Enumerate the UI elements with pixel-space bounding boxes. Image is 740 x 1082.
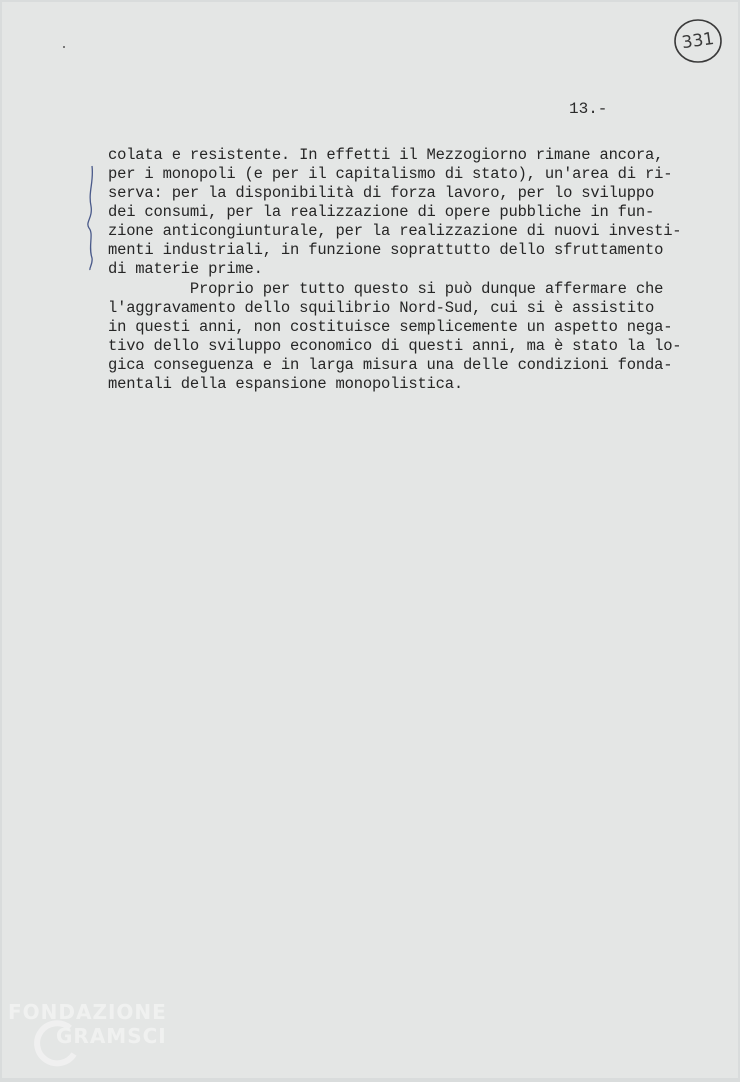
text-line: l'aggravamento dello squilibrio Nord-Sud, cui si è assistito xyxy=(108,299,655,317)
text-line: gica conseguenza e in larga misura una delle condizioni fonda- xyxy=(108,356,673,374)
text-line: per i monopoli (e per il capitalismo di stato), un'area di ri- xyxy=(108,165,673,183)
watermark xyxy=(8,1000,167,1048)
archive-stamp xyxy=(673,16,723,66)
watermark-line-1: FONDAZIONE xyxy=(8,1000,167,1024)
text-line: menti industriali, in funzione soprattutto dello sfruttamento xyxy=(108,241,664,259)
text-line: colata e resistente. In effetti il Mezzogiorno rimane ancora, xyxy=(108,146,664,164)
speck xyxy=(63,46,65,48)
text-line: Proprio per tutto questo si può dunque affermare che xyxy=(108,280,664,298)
text-line: dei consumi, per la realizzazione di opere pubbliche in fun- xyxy=(108,203,655,221)
text-line: zione anticongiunturale, per la realizzazione di nuovi investi- xyxy=(108,222,682,240)
text-line: di materie prime. xyxy=(108,260,263,278)
page-number: 13.- xyxy=(569,100,608,118)
text-line: serva: per la disponibilità di forza lavoro, per lo sviluppo xyxy=(108,184,655,202)
text-line: in questi anni, non costituisce semplicemente un aspetto nega- xyxy=(108,318,673,336)
stamp-number: 331 xyxy=(680,28,716,54)
margin-bracket-mark xyxy=(82,162,102,272)
text-line: tivo dello sviluppo economico di questi anni, ma è stato la lo- xyxy=(108,337,682,355)
watermark-line-2: GRAMSCI xyxy=(56,1024,167,1048)
document-page xyxy=(2,2,738,1078)
text-line: mentali della espansione monopolistica. xyxy=(108,375,463,393)
